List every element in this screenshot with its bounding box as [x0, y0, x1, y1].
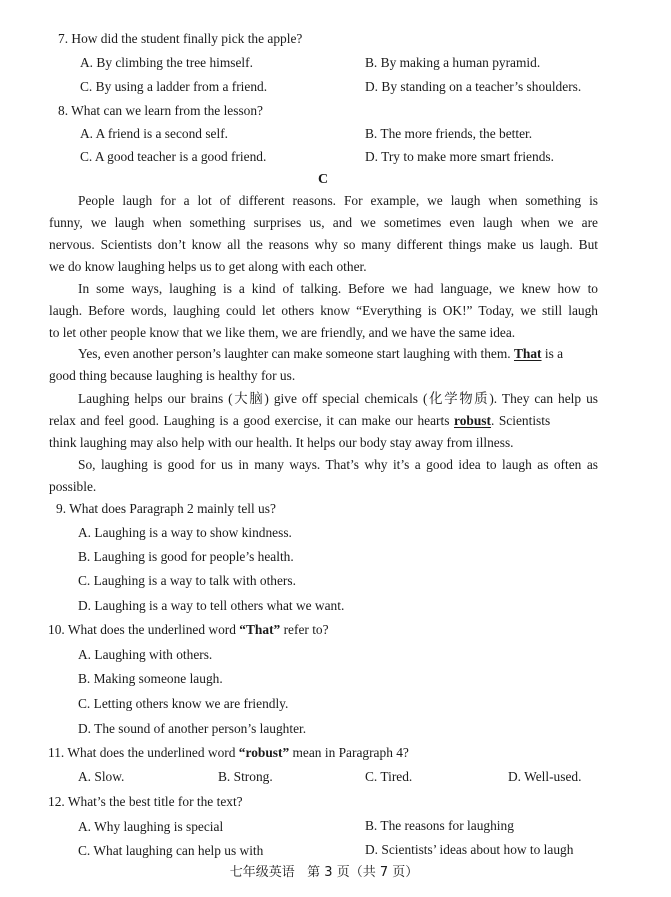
option-letter: D.	[365, 842, 379, 857]
option-text: The sound of another person’s laughter.	[94, 721, 307, 736]
option-text: Making someone laugh.	[93, 671, 223, 686]
option-9d	[78, 597, 344, 615]
question-number: 11.	[48, 745, 65, 760]
option-text: Try to make more smart friends.	[381, 149, 554, 164]
option-text: By climbing the tree himself.	[96, 55, 253, 70]
question-8	[58, 102, 263, 120]
question-11	[48, 744, 409, 762]
question-text: What can we learn from the lesson?	[71, 103, 264, 118]
option-letter: D.	[78, 598, 92, 613]
option-letter: A.	[78, 525, 92, 540]
option-8a	[80, 125, 228, 143]
option-text: The reasons for laughing	[380, 818, 514, 833]
question-number: 9.	[56, 501, 67, 516]
option-text: Tired.	[380, 769, 413, 784]
option-letter: C.	[78, 573, 91, 588]
option-letter: B.	[78, 549, 91, 564]
question-9	[56, 500, 276, 518]
option-12d	[365, 841, 573, 859]
option-text: A friend is a second self.	[95, 126, 229, 141]
option-10b	[78, 670, 223, 688]
option-text: Scientists’ ideas about how to laugh	[381, 842, 574, 857]
option-letter: C.	[80, 79, 93, 94]
option-10d	[78, 720, 306, 738]
option-letter: A.	[80, 55, 94, 70]
option-letter: B.	[365, 126, 378, 141]
passage-text: is a	[544, 346, 564, 361]
option-text: By standing on a teacher’s shoulders.	[381, 79, 582, 94]
question-7	[58, 30, 302, 48]
option-text: Strong.	[233, 769, 273, 784]
option-text: Laughing is a way to talk with others.	[93, 573, 296, 588]
option-letter: A.	[78, 647, 92, 662]
passage-line: In some ways, laughing is a kind of talking. Before we had language, we knew how to	[78, 281, 598, 296]
passage-line	[78, 345, 563, 363]
option-11a	[78, 768, 124, 786]
option-text: Slow.	[94, 769, 125, 784]
option-10c	[78, 695, 288, 713]
option-letter: D.	[78, 721, 92, 736]
passage-line: to let other people know that we like them, we are friendly, and we have the same idea.	[49, 325, 516, 340]
question-number: 10.	[48, 622, 65, 637]
option-10a	[78, 646, 212, 664]
option-text: By using a ladder from a friend.	[95, 79, 268, 94]
question-10	[48, 621, 329, 639]
question-number: 8.	[58, 103, 69, 118]
question-text: What’s the best title for the text?	[67, 794, 243, 809]
passage-line: good thing because laughing is healthy for us.	[49, 368, 296, 383]
question-text: What does Paragraph 2 mainly tell us?	[69, 501, 276, 516]
option-letter: C.	[78, 843, 91, 858]
question-text: mean in Paragraph 4?	[289, 745, 409, 760]
option-7a	[80, 54, 253, 72]
option-text: Letting others know we are friendly.	[93, 696, 289, 711]
option-7c	[80, 78, 267, 96]
passage-line: laugh. Before words, laughing could let others know “Everything is OK!” Today, we still laugh	[49, 303, 598, 318]
section-label: C	[317, 172, 329, 187]
option-letter: B.	[218, 769, 231, 784]
option-text: Laughing is a way to tell others what we want.	[94, 598, 345, 613]
option-text: A good teacher is a good friend.	[94, 149, 267, 164]
question-12	[48, 793, 243, 811]
passage-line: we do know laughing helps us to get along with each other.	[49, 259, 367, 274]
passage-line: funny, we laugh when something surprises us, and we sometimes even laugh when we are	[49, 215, 598, 230]
option-11c	[365, 768, 412, 786]
underlined-word-that: That	[513, 346, 542, 361]
question-keyword: “That”	[239, 622, 281, 637]
option-text: Laughing with others.	[94, 647, 213, 662]
option-text: What laughing can help us with	[93, 843, 264, 858]
option-letter: B.	[365, 55, 378, 70]
option-text: The more friends, the better.	[380, 126, 533, 141]
option-letter: A.	[80, 126, 94, 141]
question-number: 7.	[58, 31, 69, 46]
option-11d	[508, 768, 581, 786]
option-9c	[78, 572, 296, 590]
option-text: Why laughing is special	[94, 819, 224, 834]
option-text: Laughing is a way to show kindness.	[94, 525, 292, 540]
option-letter: D.	[365, 79, 379, 94]
option-text: By making a human pyramid.	[380, 55, 541, 70]
question-text: refer to?	[280, 622, 329, 637]
option-8d	[365, 148, 554, 166]
question-text: What does the underlined word	[67, 622, 240, 637]
option-7d	[365, 78, 581, 96]
passage-text: Yes, even another person’s laughter can make someone start laughing with them.	[78, 346, 511, 361]
option-8c	[80, 148, 266, 166]
question-keyword: “robust”	[238, 745, 290, 760]
passage-line	[49, 412, 550, 430]
option-12b	[365, 817, 514, 835]
option-text: Well-used.	[524, 769, 582, 784]
passage-line: nervous. Scientists don’t know all the reasons why so many different things make us laugh. But	[49, 237, 598, 252]
passage-line: So, laughing is good for us in many ways. That’s why it’s a good idea to laugh as often as	[78, 457, 598, 472]
option-8b	[365, 125, 532, 143]
option-letter: B.	[365, 818, 378, 833]
passage-line: Laughing helps our brains (大脑) give off special chemicals (化学物质). They can help us	[78, 391, 598, 406]
option-letter: C.	[80, 149, 93, 164]
option-letter: C.	[365, 769, 378, 784]
option-letter: A.	[78, 769, 92, 784]
option-12a	[78, 818, 223, 836]
option-letter: A.	[78, 819, 92, 834]
passage-text: relax and feel good. Laughing is a good exercise, it can make our hearts	[49, 413, 450, 428]
option-11b	[218, 768, 273, 786]
passage-text: . Scientists	[490, 413, 551, 428]
passage-line: People laugh for a lot of different reasons. For example, we laugh when something is	[78, 193, 598, 208]
option-letter: D.	[365, 149, 379, 164]
option-9a	[78, 524, 292, 542]
question-number: 12.	[48, 794, 65, 809]
option-12c	[78, 842, 263, 860]
option-letter: C.	[78, 696, 91, 711]
option-9b	[78, 548, 294, 566]
passage-line: possible.	[49, 479, 97, 494]
option-letter: D.	[508, 769, 522, 784]
question-text: How did the student finally pick the apple?	[71, 31, 303, 46]
option-letter: B.	[78, 671, 91, 686]
passage-line: think laughing may also help with our health. It helps our body stay away from illness.	[49, 435, 514, 450]
question-text: What does the underlined word	[67, 745, 239, 760]
option-7b	[365, 54, 540, 72]
page-footer: 七年级英语 第 3 页（共 7 页）	[229, 865, 419, 880]
underlined-word-robust: robust	[454, 413, 491, 428]
option-text: Laughing is good for people’s health.	[93, 549, 294, 564]
